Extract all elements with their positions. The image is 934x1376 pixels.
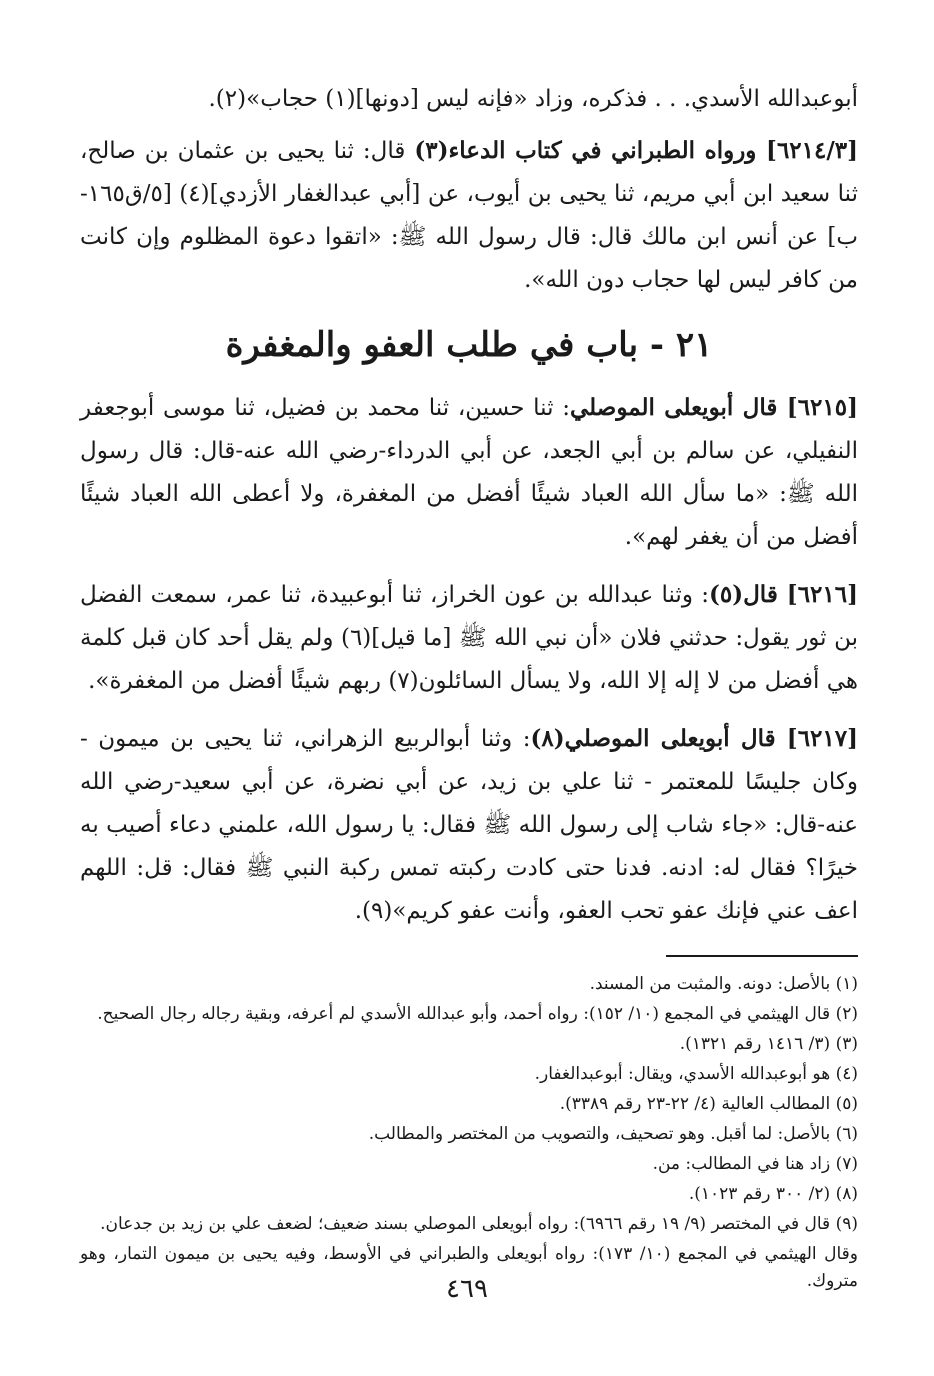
footnote-5: (٥) المطالب العالية (٤/ ٢٢-٢٣ رقم ٣٣٨٩). [559, 1094, 858, 1114]
hadith-6214-ref: [٦٢١٤/٣] ورواه الطبراني في كتاب الدعاء(٣) [414, 137, 858, 164]
footnote-2: (٢) قال الهيثمي في المجمع (١٠/ ١٥٢): رواه أحمد، وأبو عبدالله الأسدي لم أعرفه، وبقية رجاله رجال الصحيح. [97, 1004, 858, 1024]
hadith-6215-text: : ثنا حسين، ثنا محمد بن فضيل، ثنا موسى أبوجعفر النفيلي، عن سالم بن أبي الجعد، عن أبي الدرداء-رضي الله عنه-قال: قال رسول الله ﷺ: «ما سأل الله العباد شيئًا أفضل من المغفرة، ولا أعطى الله العباد شيئًا أفضل من أن يغفر لهم». [80, 395, 858, 550]
hadith-6215-ref: [٦٢١٥] قال أبويعلى الموصلي [570, 394, 858, 421]
page-number: ٤٦٩ [446, 1274, 488, 1304]
hadith-6216-ref: [٦٢١٦] قال(٥) [708, 581, 858, 608]
hadith-6217-ref: [٦٢١٧] قال أبويعلى الموصلي(٨) [530, 725, 858, 752]
footnote-9: (٩) قال في المختصر (٩/ ١٩ رقم ٦٩٦٦): رواه أبويعلى الموصلي بسند ضعيف؛ لضعف علي بن زيد بن جدعان. [100, 1214, 858, 1234]
footnote-8: (٨) (٢/ ٣٠٠ رقم ١٠٢٣). [688, 1184, 858, 1204]
footnotes [80, 971, 858, 1295]
hadith-6217 [80, 717, 858, 933]
main-text [80, 78, 858, 933]
hadith-6216 [80, 573, 858, 703]
intro-paragraph: أبوعبدالله الأسدي. . . فذكره، وزاد «فإنه ليس [دونها](١) حجاب»(٢). [208, 86, 858, 112]
footnote-3: (٣) (٣/ ١٤١٦ رقم ١٣٢١). [679, 1034, 858, 1054]
hadith-6214 [80, 129, 858, 302]
hadith-6215 [80, 386, 858, 559]
chapter-title: ٢١ - باب في طلب العفو والمغفرة [225, 325, 713, 365]
hadith-6216-text: : وثنا عبدالله بن عون الخراز، ثنا أبوعبيدة، ثنا عمر، سمعت الفضل بن ثور يقول: حدثني فلان «أن نبي الله ﷺ [ما قيل](٦) ولم يقل أحد كان قبل كلمة هي أفضل من لا إله إلا الله، ولا يسأل السائلون(٧) ربهم شيئًا أفضل من المغفرة». [80, 582, 858, 694]
footnote-4: (٤) هو أبوعبدالله الأسدي، ويقال: أبوعبدالغفار. [534, 1064, 858, 1084]
hadith-6217-text: : وثنا أبوالربيع الزهراني، ثنا يحيى بن ميمون - وكان جليسًا للمعتمر - ثنا علي بن زيد، عن أبي نضرة، عن أبي سعيد-رضي الله عنه-قال: «جاء شاب إلى رسول الله ﷺ فقال: يا رسول الله، علمني دعاء أصيب به خيرًا؟ فقال له: ادنه. فدنا حتى كادت ركبته تمس ركبة النبي ﷺ فقال: قل: اللهم اعف عني فإنك عفو تحب العفو، وأنت عفو كريم»(٩). [80, 726, 858, 924]
hadith-6214-text: قال: ثنا يحيى بن عثمان بن صالح، ثنا سعيد ابن أبي مريم، ثنا يحيى بن أيوب، عن [أبي عبدالغفار الأزدي](٤) [٥/ق١٦٥-ب] عن أنس ابن مالك قال: قال رسول الله ﷺ: «اتقوا دعوة المظلوم وإن كانت من كافر ليس لها حجاب دون الله». [80, 138, 859, 293]
footnote-7: (٧) زاد هنا في المطالب: من. [652, 1154, 858, 1174]
footnote-1: (١) بالأصل: دونه. والمثبت من المسند. [589, 974, 858, 994]
footnote-6: (٦) بالأصل: لما أقبل. وهو تصحيف، والتصويب من المختصر والمطالب. [368, 1124, 858, 1144]
footnote-9-continuation: وقال الهيثمي في المجمع (١٠/ ١٧٣): رواه أبويعلى والطبراني في الأوسط، وفيه يحيى بن ميمون التمار، وهو متروك. [80, 1244, 858, 1291]
footnote-divider [666, 955, 858, 957]
